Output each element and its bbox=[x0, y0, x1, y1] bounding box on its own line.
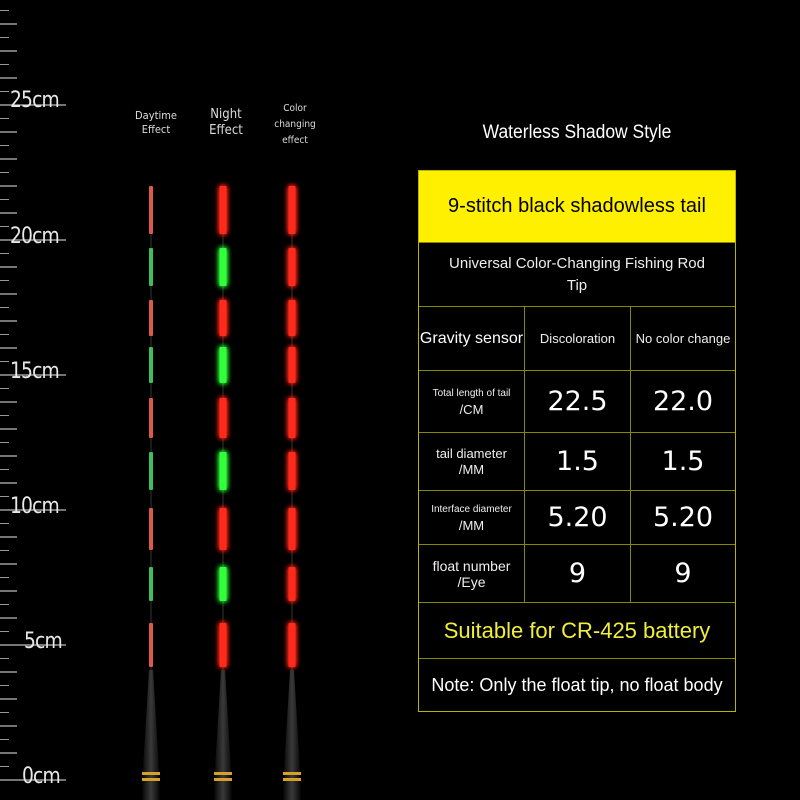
green-segment bbox=[149, 248, 153, 286]
ruler-label-20cm: 20cm bbox=[10, 224, 59, 249]
ruler-label-15cm: 15cm bbox=[10, 359, 59, 384]
red-segment bbox=[149, 398, 153, 438]
table-row bbox=[419, 491, 735, 545]
red-segment bbox=[149, 623, 153, 667]
row-label-interface-diameter: Interface diameter /MM bbox=[419, 491, 525, 544]
gold-ring bbox=[214, 772, 232, 775]
daytime-effect-label: Daytime Effect bbox=[135, 109, 177, 136]
green-segment bbox=[149, 347, 153, 383]
value-no-color-change: 22.0 bbox=[652, 386, 714, 417]
red-segment bbox=[289, 567, 296, 601]
ruler-label-25cm: 25cm bbox=[10, 88, 59, 113]
red-segment bbox=[289, 398, 296, 438]
red-segment bbox=[149, 186, 153, 234]
red-segment bbox=[289, 186, 296, 234]
gold-ring bbox=[142, 778, 160, 781]
spec-table bbox=[418, 170, 736, 712]
table-row bbox=[419, 545, 735, 603]
gold-ring bbox=[283, 778, 301, 781]
value-discoloration: 5.20 bbox=[525, 491, 631, 544]
green-segment bbox=[220, 452, 227, 490]
value-discoloration: 22.5 bbox=[525, 371, 631, 432]
green-segment bbox=[220, 248, 227, 286]
style-title: Waterless Shadow Style bbox=[482, 122, 672, 143]
ruler-label-0cm: 0cm bbox=[22, 764, 60, 789]
red-segment bbox=[220, 508, 227, 550]
color-changing-float bbox=[283, 186, 301, 800]
header-no-color-change: No color change bbox=[635, 331, 731, 346]
table-subtitle: Universal Color-Changing Fishing Rod Tip bbox=[419, 243, 735, 307]
green-segment bbox=[149, 567, 153, 601]
red-segment bbox=[289, 347, 296, 383]
red-segment bbox=[289, 623, 296, 667]
ruler-label-10cm: 10cm bbox=[10, 494, 59, 519]
value-discoloration: 1.5 bbox=[525, 433, 631, 490]
battery-note: Suitable for CR-425 battery bbox=[419, 603, 735, 659]
red-segment bbox=[149, 508, 153, 550]
red-segment bbox=[220, 398, 227, 438]
table-row bbox=[419, 371, 735, 433]
green-segment bbox=[149, 452, 153, 490]
row-label-float-number: float number /Eye bbox=[419, 545, 525, 602]
red-segment bbox=[289, 248, 296, 286]
gold-ring bbox=[142, 772, 160, 775]
night-float bbox=[214, 186, 232, 800]
value-discoloration: 9 bbox=[525, 545, 631, 602]
header-gravity-sensor: Gravity sensor bbox=[419, 307, 525, 370]
gold-ring bbox=[283, 772, 301, 775]
green-segment bbox=[220, 567, 227, 601]
value-no-color-change: 5.20 bbox=[652, 502, 714, 533]
color-changing-effect-label: Color changing effect bbox=[274, 103, 316, 146]
red-segment bbox=[289, 452, 296, 490]
gold-ring bbox=[214, 778, 232, 781]
ruler-label-5cm: 5cm bbox=[24, 629, 62, 654]
red-segment bbox=[149, 300, 153, 336]
table-title: 9-stitch black shadowless tail bbox=[419, 171, 735, 243]
table-header-row bbox=[419, 307, 735, 371]
red-segment bbox=[220, 186, 227, 234]
table-row bbox=[419, 433, 735, 491]
value-no-color-change: 1.5 bbox=[661, 446, 705, 477]
header-discoloration: Discoloration bbox=[525, 307, 631, 370]
float-tip-note: Note: Only the float tip, no float body bbox=[431, 674, 723, 695]
row-label-tail-diameter: tail diameter /MM bbox=[419, 433, 525, 490]
red-segment bbox=[289, 300, 296, 336]
daytime-float bbox=[142, 186, 160, 800]
red-segment bbox=[220, 300, 227, 336]
red-segment bbox=[220, 623, 227, 667]
red-segment bbox=[289, 508, 296, 550]
night-effect-label: Night Effect bbox=[209, 107, 243, 139]
value-no-color-change: 9 bbox=[674, 558, 692, 589]
row-label-total-length: Total length of tail /CM bbox=[419, 371, 525, 432]
green-segment bbox=[220, 347, 227, 383]
